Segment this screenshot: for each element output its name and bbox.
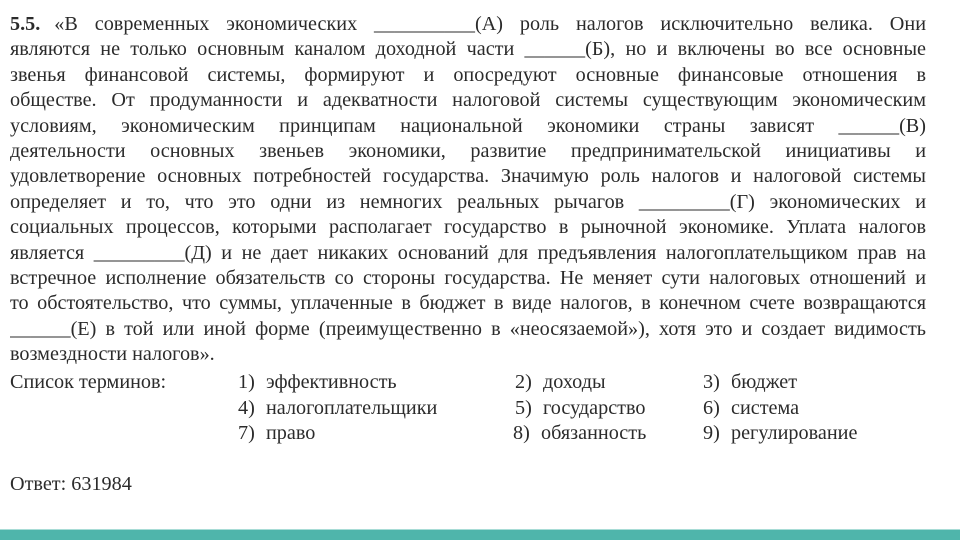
term-8: 8) обязанность xyxy=(513,422,647,445)
task-line-9: социальных процессов, которыми располагает государство в рыночной экономике. Уплата налогов xyxy=(10,216,926,239)
task-line-4: обществе. От продуманности и адекватности налоговой системы существующим экономическим xyxy=(10,89,926,112)
task-line-7: удовлетворение основных потребностей государства. Значимую роль налогов и налоговой системы xyxy=(10,165,926,188)
terms-label: Список терминов: xyxy=(10,371,167,393)
answer-label: Ответ: xyxy=(10,473,67,495)
term-3: 3) бюджет xyxy=(703,371,798,393)
task-line-14: возмездности налогов». xyxy=(10,343,215,366)
task-line-3: звенья финансовой системы, формируют и опосредуют основные финансовые отношения в xyxy=(10,63,926,86)
task-line-5: условиям, экономическим принципам национальной экономики страны зависят ______(В) xyxy=(10,114,926,137)
task-line-13: ______(Е) в той или иной форме (преимущественно в «неосязаемой»), хотя это и создает видимость xyxy=(10,317,926,340)
term-7: 7) право xyxy=(238,422,316,445)
answer xyxy=(10,472,132,497)
term-2: 2) доходы xyxy=(515,371,606,393)
term-6: 6) система xyxy=(703,396,800,419)
term-4: 4) налогоплательщики xyxy=(238,396,438,419)
task-line-10: является _________(Д) и не дает никаких оснований для предъявления налогоплательщиком прав на xyxy=(10,241,926,264)
term-1: 1) эффективность xyxy=(238,371,397,393)
footer-accent-bar xyxy=(0,529,960,540)
task-line-11: встречное исполнение обязательств со стороны государства. Не меняет сути налоговых отношений и xyxy=(10,266,926,289)
answer-value: 631984 xyxy=(71,473,132,495)
term-5: 5) государство xyxy=(515,396,646,419)
term-9: 9) регулирование xyxy=(703,422,858,445)
task-line-12: то обстоятельство, что суммы, уплаченные в бюджет в виде налогов, в конечном счете возвращаются xyxy=(10,292,926,315)
task-line-2: являются не только основным каналом доходной части ______(Б), но и включены во все основные xyxy=(10,38,926,61)
task-line-6: деятельности основных звеньев экономики, развитие предпринимательской инициативы и xyxy=(10,139,926,162)
task-line-1: 5.5. «В современных экономических __________(А) роль налогов исключительно велика. Они xyxy=(10,13,926,35)
task-number: 5.5. xyxy=(10,13,41,35)
task-text xyxy=(10,12,926,367)
task-line-8: определяет и то, что это одни из немногих реальных рычагов _________(Г) экономических и xyxy=(10,190,926,213)
